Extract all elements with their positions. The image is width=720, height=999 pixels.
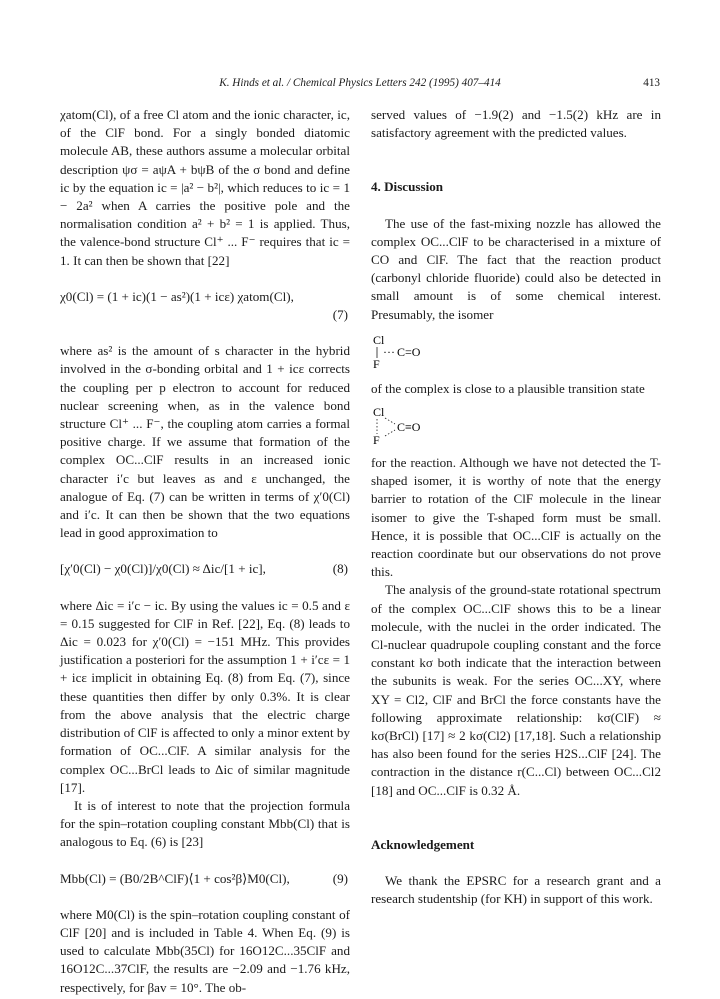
paragraph: served values of −1.9(2) and −1.5(2) kHz are in satisfactory agreement with the predicted values.: [371, 107, 661, 141]
paragraph: of the complex is close to a plausible transition state: [371, 380, 645, 396]
right-column: [371, 106, 661, 909]
equation-7: [60, 288, 350, 306]
equation-7-number: (7): [332, 307, 348, 323]
paragraph: where as² is the amount of s character in the hybrid involved in the σ-bonding orbital and 1 + icε corrects the coupling per p electron to account for reduced nuclear screening when, as in the valence bond structure Cl⁺ ... F⁻, the coupling atom carries a formal positive charge. If we assume that formation of the complex OC...ClF results in an increased ionic character i′c but leaves as and ε unchanged, the analogue of Eq. (7) can be written in terms of χ′0(Cl) and i′c. It can then be shown that the two equations lead in good approximation to: [60, 343, 350, 541]
running-title: K. Hinds et al. / Chemical Physics Letters 242 (1995) 407–414: [219, 77, 501, 89]
structure-partial-bond: [385, 418, 395, 424]
structure-group-co: C=O: [397, 344, 421, 359]
section-heading-acknowledgement: Acknowledgement: [371, 836, 475, 852]
paragraph: for the reaction. Although we have not detected the T-shaped isomer, it is worthy of note that the energy barrier to rotation of the ClF molecule in the linear isomer to give the T-shaped form must be small. Hence, it is possible that OC...ClF is actually on the reaction coordinate but our observations do not prove this.: [371, 455, 661, 580]
paragraph: We thank the EPSRC for a research grant and a research studentship (for KH) in support of this work.: [371, 873, 661, 907]
isomer-structure-diagram: [371, 332, 451, 372]
structure-partial-bond: [385, 430, 395, 436]
equation-7-body: χ0(Cl) = (1 + ic)(1 − as²)(1 + icε) χatom(Cl),: [60, 288, 294, 304]
structure-atom-cl: Cl: [373, 405, 385, 420]
page-number: 413: [643, 77, 660, 89]
structure-atom-f: F: [373, 356, 380, 371]
structure-atom-f: F: [373, 433, 380, 448]
paragraph: where M0(Cl) is the spin–rotation coupling constant of ClF [20] and is included in Table 4. When Eq. (9) is used to calculate Mbb(35Cl) for 16O12C...35ClF and 16O12C...37ClF, the results are −2.09 and −1.76 kHz, respectively, for βav = 10°. The ob-: [60, 906, 350, 995]
equation-9-body: Mbb(Cl) = (B0/2B^ClF)⟨1 + cos²β⟩M0(Cl),: [60, 870, 290, 886]
structure-dotted-bond: ···: [383, 344, 395, 359]
left-column: [60, 106, 350, 997]
equation-9-number: (9): [332, 870, 348, 886]
structure-atom-cl: Cl: [373, 332, 385, 347]
paragraph: The analysis of the ground-state rotational spectrum of the complex OC...ClF shows this to be a linear molecule, with the nuclei in the order indicated. The Cl-nuclear quadrupole coupling constant and the force constant kσ both indicate that the interaction between the subunits is weak. For the series OC...XY, where XY = Cl2, ClF and BrCl the force constants have the following approximate relationship: kσ(ClF) ≈ kσ(BrCl) [17] ≈ 2 kσ(Cl2) [17,18]. Such a relationship has also been found for the series H2S...ClF [24]. The contraction in the distance r(C...Cl) between OC...Cl2 [18] and OC...ClF is 0.32 Å.: [371, 582, 661, 798]
paragraph: χatom(Cl), of a free Cl atom and the ionic character, ic, of the ClF bond. For a singly bonded diatomic molecule AB, these authors assume a molecular orbital description ψσ = aψA + bψB of the σ bond and define ic by the equation ic = |a² − b²|, which reduces to ic = 1 − 2a² when A carries the positive pole and the normalisation condition a² + b² = 1 is applied. Thus, the valence-bond structure Cl⁺ ... F⁻ requires that ic = 1. It can then be shown that [22]: [60, 107, 350, 268]
equation-8: [60, 560, 350, 578]
equation-8-number: (8): [332, 561, 348, 577]
running-header: [0, 77, 720, 93]
equation-8-body: [χ′0(Cl) − χ0(Cl)]/χ0(Cl) ≈ Δic/[1 + ic],: [60, 561, 266, 577]
equation-9: [60, 870, 350, 888]
paragraph: The use of the fast-mixing nozzle has allowed the complex OC...ClF to be characterised in a mixture of CO and ClF. The fact that the reaction product (carbonyl chloride fluoride) could also be detected in small amount is of some chemical interest. Presumably, the isomer: [371, 215, 661, 322]
paragraph: It is of interest to note that the projection formula for the spin–rotation coupling constant Mbb(Cl) that is analogous to Eq. (6) is [23]: [60, 797, 350, 850]
transition-state-structure-diagram: [371, 404, 461, 448]
paragraph: where Δic = i′c − ic. By using the values ic = 0.5 and ε = 0.15 suggested for ClF in Ref. [22], Eq. (8) leads to Δic = 0.023 for χ′0(Cl) = −151 MHz. This provides justification a posteriori for the assumption 1 + i′cε = 1 + icε implicit in obtaining Eq. (8) from Eq. (7), since these quantities then differ by only 0.3%. It is clear from the above analysis that the electric charge distribution of ClF is affected to only a minor extent by formation of OC...ClF. A similar analysis for the complex OC...BrCl leads to Δic of similar magnitude [17].: [60, 597, 350, 795]
structure-group-co: C≡O: [397, 420, 421, 435]
section-heading-discussion: 4. Discussion: [371, 179, 444, 195]
